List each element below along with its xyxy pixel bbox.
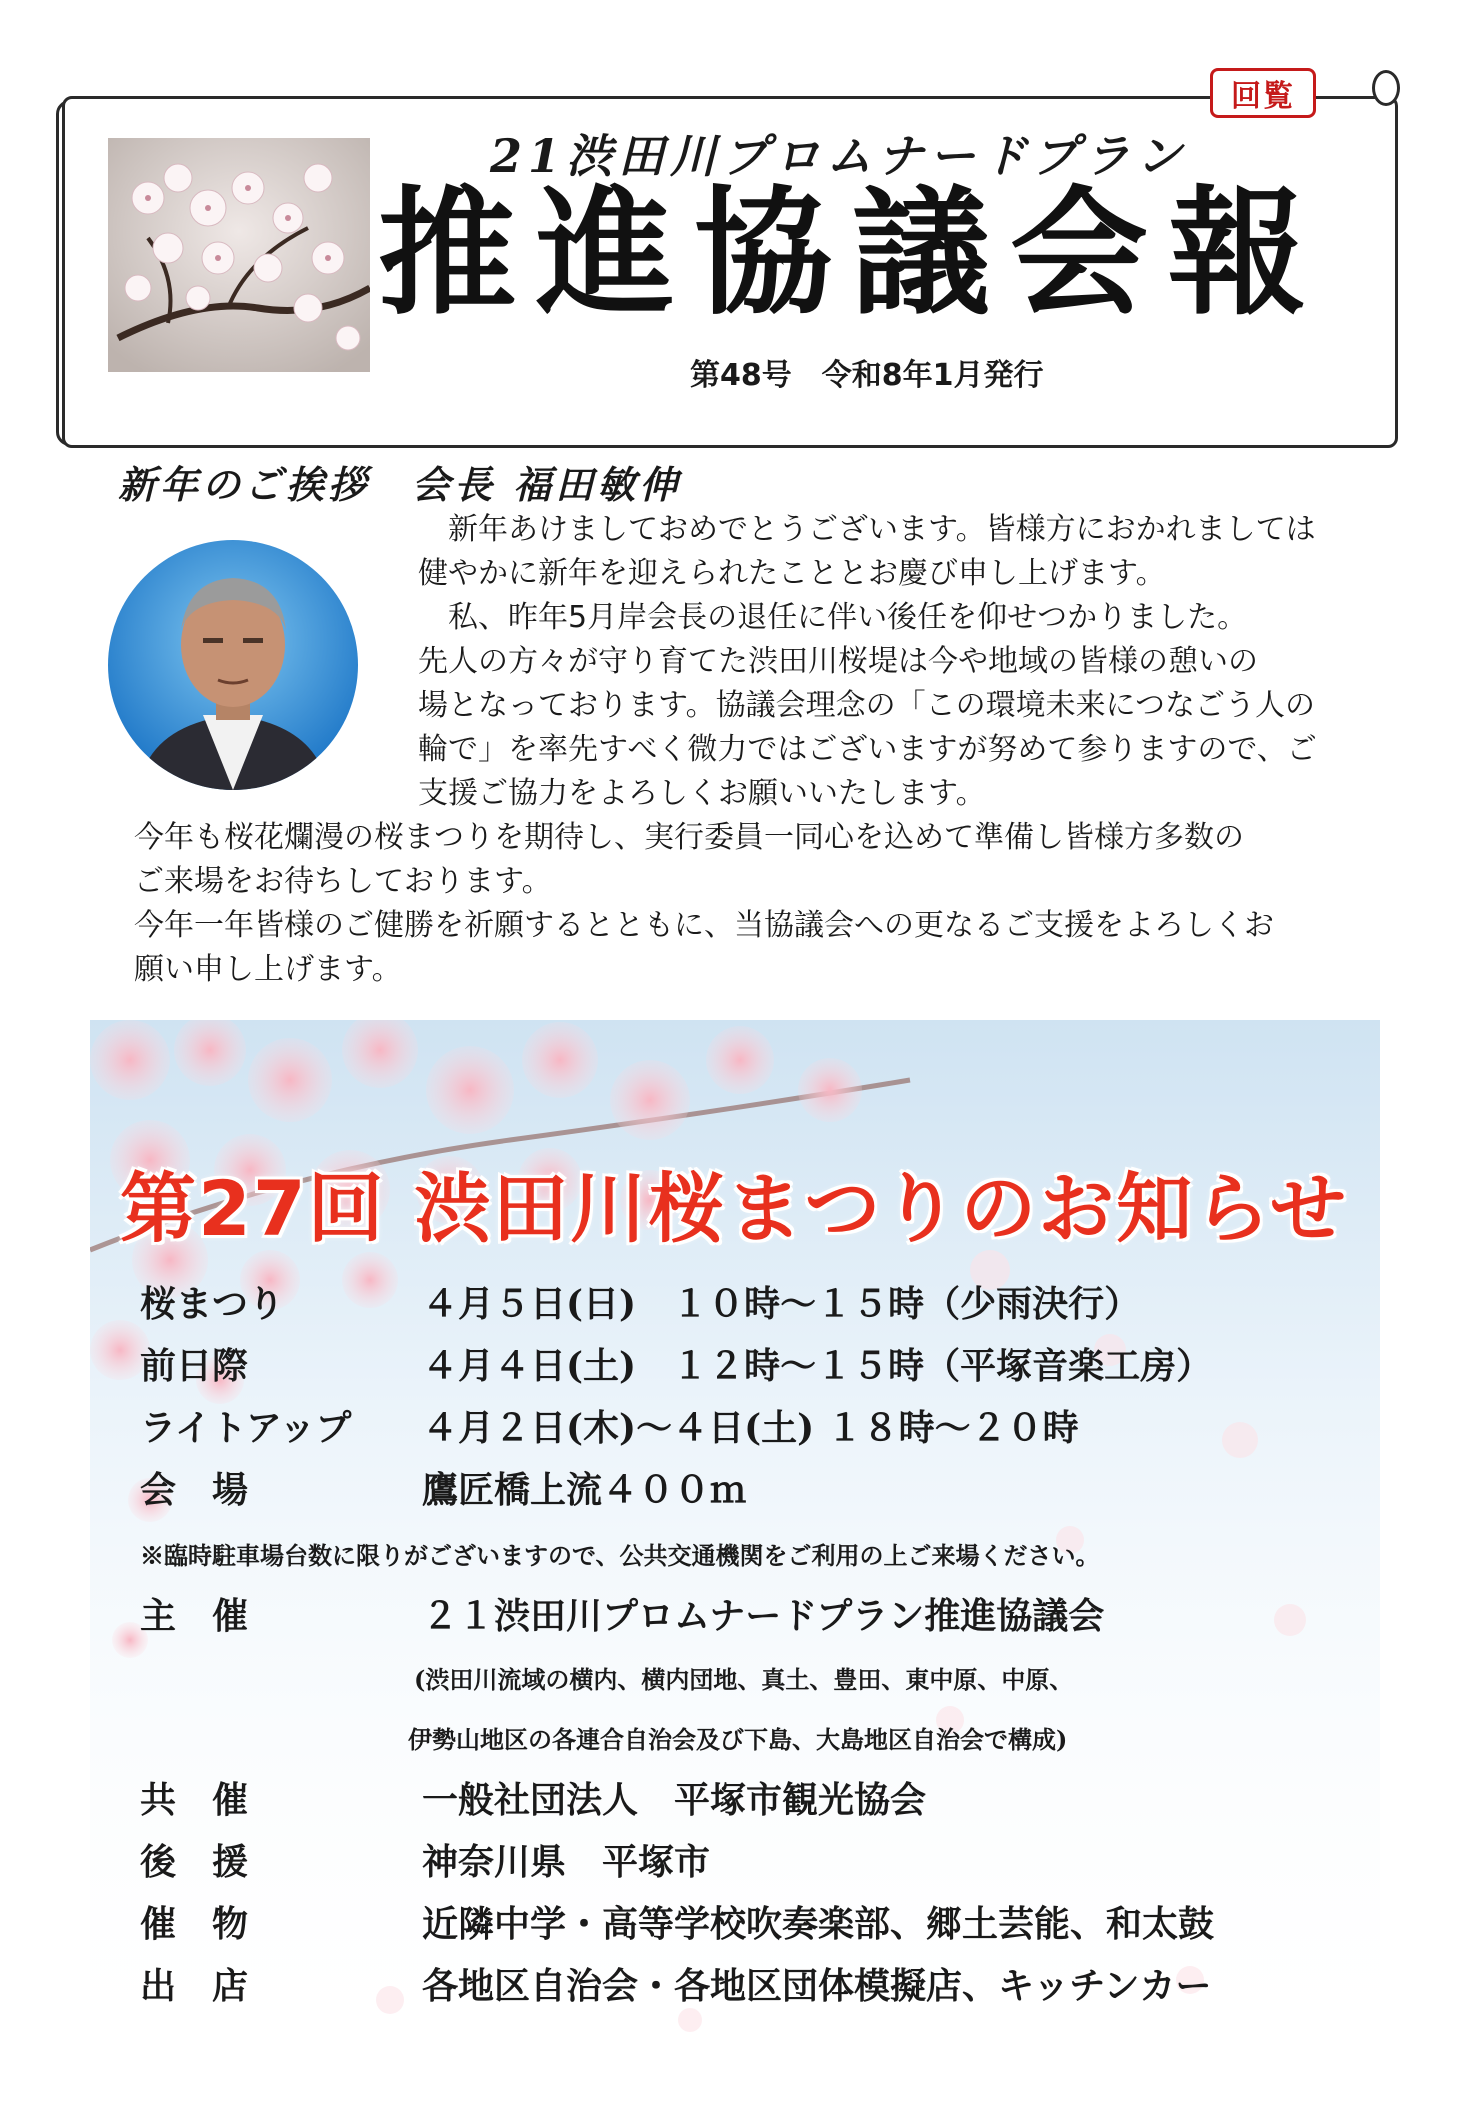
schedule-value: ４月２日(木)～４日(土) １８時～２０時 bbox=[422, 1407, 1079, 1449]
greeting-line: 場となっております。協議会理念の「この環境未来につなごう人の bbox=[418, 688, 1315, 723]
schedule-label: ライトアップ bbox=[140, 1407, 352, 1449]
greeting-line: 先人の方々が守り育てた渋田川桜堤は今や地域の皆様の憩いの bbox=[418, 644, 1258, 679]
greeting-line: 輪で」を率先すべく微力ではございますが努めて参りますので、ご bbox=[418, 732, 1317, 767]
organizer-detail-line: 伊勢山地区の各連合自治会及び下島、大島地区自治会で構成) bbox=[408, 1725, 1068, 1754]
events-label: 催 物 bbox=[140, 1903, 249, 1945]
greeting-line: 願い申し上げます。 bbox=[134, 952, 402, 987]
support-label: 後 援 bbox=[140, 1841, 249, 1883]
support-value: 神奈川県 平塚市 bbox=[422, 1841, 711, 1883]
greeting-paragraph-full bbox=[134, 816, 1274, 992]
cherry-blossom-photo bbox=[108, 138, 370, 372]
cosponsor-label: 共 催 bbox=[140, 1779, 249, 1821]
greeting-line: 健やかに新年を迎えられたこととお慶び申し上げます。 bbox=[418, 556, 1166, 591]
schedule-label: 桜まつり bbox=[140, 1283, 285, 1325]
schedule-label: 会 場 bbox=[140, 1469, 249, 1511]
cosponsor-value: 一般社団法人 平塚市観光協会 bbox=[422, 1779, 927, 1821]
greeting-line: 支援ご協力をよろしくお願いいたします。 bbox=[418, 776, 986, 811]
circulation-stamp: 回覧 bbox=[1210, 68, 1316, 118]
organizer-label: 主 催 bbox=[140, 1595, 249, 1637]
schedule-value: ４月４日(土) １２時～１５時（平塚音楽工房） bbox=[422, 1345, 1213, 1387]
schedule-label: 前日際 bbox=[140, 1345, 249, 1387]
newsletter-title: 推進協議会報 bbox=[378, 171, 1327, 334]
chairman-portrait bbox=[108, 540, 358, 790]
greeting-line: 今年一年皆様のご健勝を祈願するとともに、当協議会への更なるご支援をよろしくお bbox=[134, 908, 1274, 943]
organizer-detail-line: (渋田川流域の横内、横内団地、真土、豊田、東中原、中原、 bbox=[414, 1665, 1074, 1694]
greeting-title: 新年のご挨拶 会長 福田敏伸 bbox=[118, 462, 682, 507]
schedule-value: 鷹匠橋上流４００ｍ bbox=[422, 1469, 747, 1511]
parking-note: ※臨時駐車場台数に限りがございますので、公共交通機関をご利用の上ご来場ください。 bbox=[140, 1541, 1100, 1570]
festival-title: 第27回 渋田川桜まつりのお知らせ bbox=[120, 1164, 1348, 1253]
scroll-curl-right bbox=[1372, 70, 1400, 106]
schedule-value: ４月５日(日) １０時～１５時（少雨決行） bbox=[422, 1283, 1141, 1325]
greeting-line: 今年も桜花爛漫の桜まつりを期待し、実行委員一同心を込めて準備し皆様方多数の bbox=[134, 820, 1244, 855]
stalls-value: 各地区自治会・各地区団体模擬店、キッチンカー bbox=[422, 1965, 1212, 2007]
stalls-label: 出 店 bbox=[140, 1965, 249, 2007]
greeting-line: 私、昨年5月岸会長の退任に伴い後任を仰せつかりました。 bbox=[418, 600, 1248, 635]
greeting-line: ご来場をお待ちしております。 bbox=[134, 864, 552, 899]
newsletter-subtitle: 21渋田川プロムナードプラン bbox=[490, 129, 1188, 183]
events-value: 近隣中学・高等学校吹奏楽部、郷土芸能、和太鼓 bbox=[422, 1903, 1215, 1945]
issue-info: 第48号 令和8年1月発行 bbox=[690, 358, 1044, 393]
organizer-value: ２１渋田川プロムナードプラン推進協議会 bbox=[422, 1595, 1105, 1637]
greeting-line: 新年あけましておめでとうございます。皆様方におかれましては bbox=[418, 512, 1316, 547]
greeting-paragraph-indented bbox=[418, 508, 1317, 816]
